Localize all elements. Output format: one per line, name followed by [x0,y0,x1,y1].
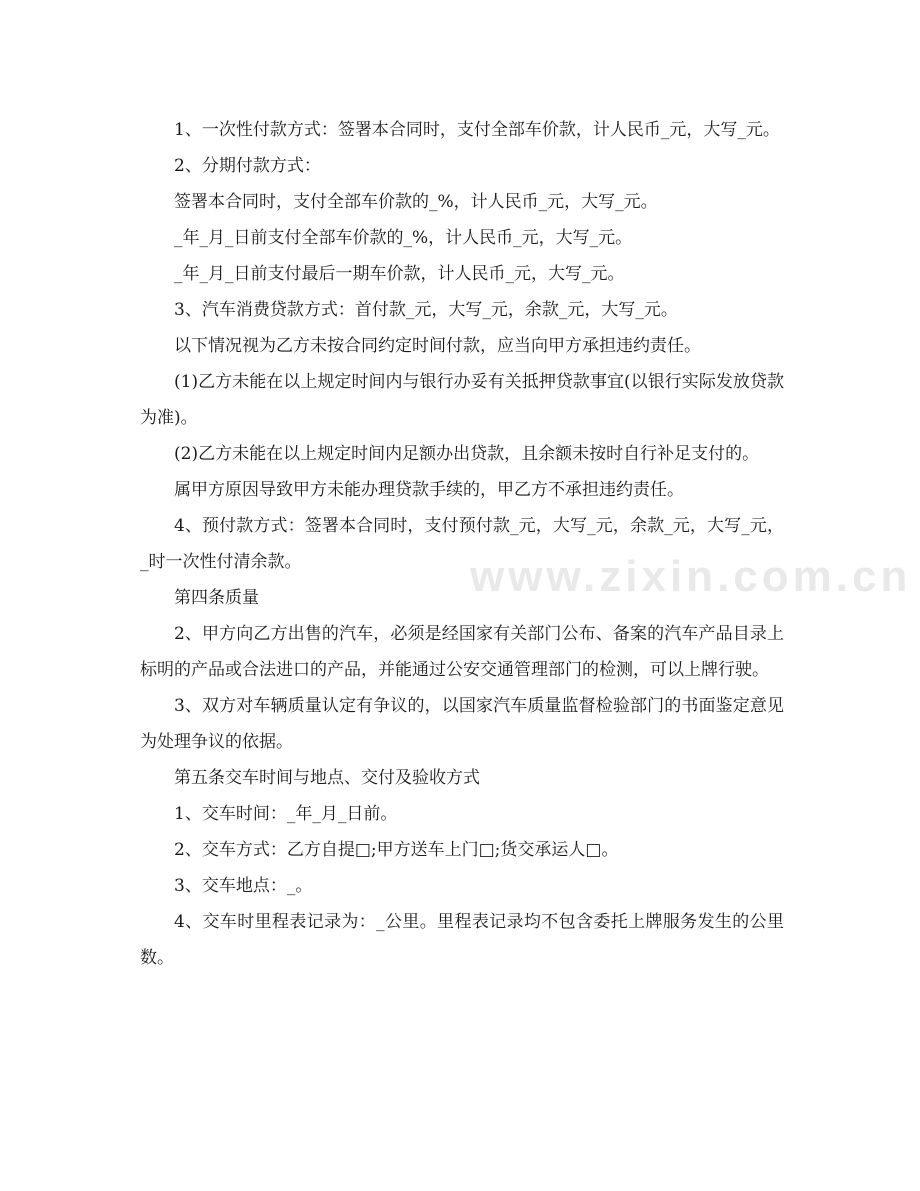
paragraph-seller-exemption: 属甲方原因导致甲方未能办理贷款手续的，甲乙方不承担违约责任。 [174,480,684,500]
section-heading-delivery: 第五条交车时间与地点、交付及验收方式 [174,768,480,788]
paragraph-delivery-location: 3、交车地点：_。 [174,876,313,896]
paragraph-installment-last: _年_月_日前支付最后一期车价款，计人民币_元，大写_元。 [174,264,625,284]
paragraph-installment-second: _年_月_日前支付全部车价款的_%，计人民币_元，大写_元。 [174,228,633,248]
paragraph-lump-sum-payment: 1、一次性付款方式：签署本合同时，支付全部车价款，计人民币_元，大写_元。 [174,120,780,140]
paragraph-consumer-loan: 3、汽车消费贷款方式：首付款_元，大写_元，余款_元，大写_元。 [174,300,678,320]
watermark-text: www.zixin.com.cn [470,552,912,601]
section-heading-quality: 第四条质量 [174,588,259,608]
paragraph-installment-heading: 2、分期付款方式： [174,156,321,176]
paragraph-quality-compliance: 2、甲方向乙方出售的汽车，必须是经国家有关部门公布、备案的汽车产品目录上标明的产品或合法进口的产品，并能通过公安交通管理部门的检测，可以上牌行驶。 [140,624,784,680]
paragraph-delivery-time: 1、交车时间：_年_月_日前。 [174,804,398,824]
paragraph-delivery-method: 2、交车方式：乙方自提□;甲方送车上门□;货交承运人□。 [174,840,619,860]
paragraph-late-payment-case-2: (2)乙方未能在以上规定时间内足额办出贷款，且余额未按时自行补足支付的。 [174,444,760,464]
paragraph-late-payment-intro: 以下情况视为乙方未按合同约定时间付款，应当向甲方承担违约责任。 [174,336,701,356]
paragraph-installment-first: 签署本合同时，支付全部车价款的_%，计人民币_元，大写_元。 [174,192,658,212]
document-body [140,112,784,976]
paragraph-late-payment-case-1: (1)乙方未能在以上规定时间内与银行办妥有关抵押贷款事宜(以银行实际发放贷款为准)。 [140,372,784,428]
paragraph-odometer: 4、交车时里程表记录为：_公里。里程表记录均不包含委托上牌服务发生的公里数。 [140,912,784,968]
paragraph-quality-dispute: 3、双方对车辆质量认定有争议的，以国家汽车质量监督检验部门的书面鉴定意见为处理争议的依据。 [140,696,784,752]
paragraph-prepayment: 4、预付款方式：签署本合同时，支付预付款_元，大写_元，余款_元，大写_元，_时一次性付清余款。 [140,516,784,572]
